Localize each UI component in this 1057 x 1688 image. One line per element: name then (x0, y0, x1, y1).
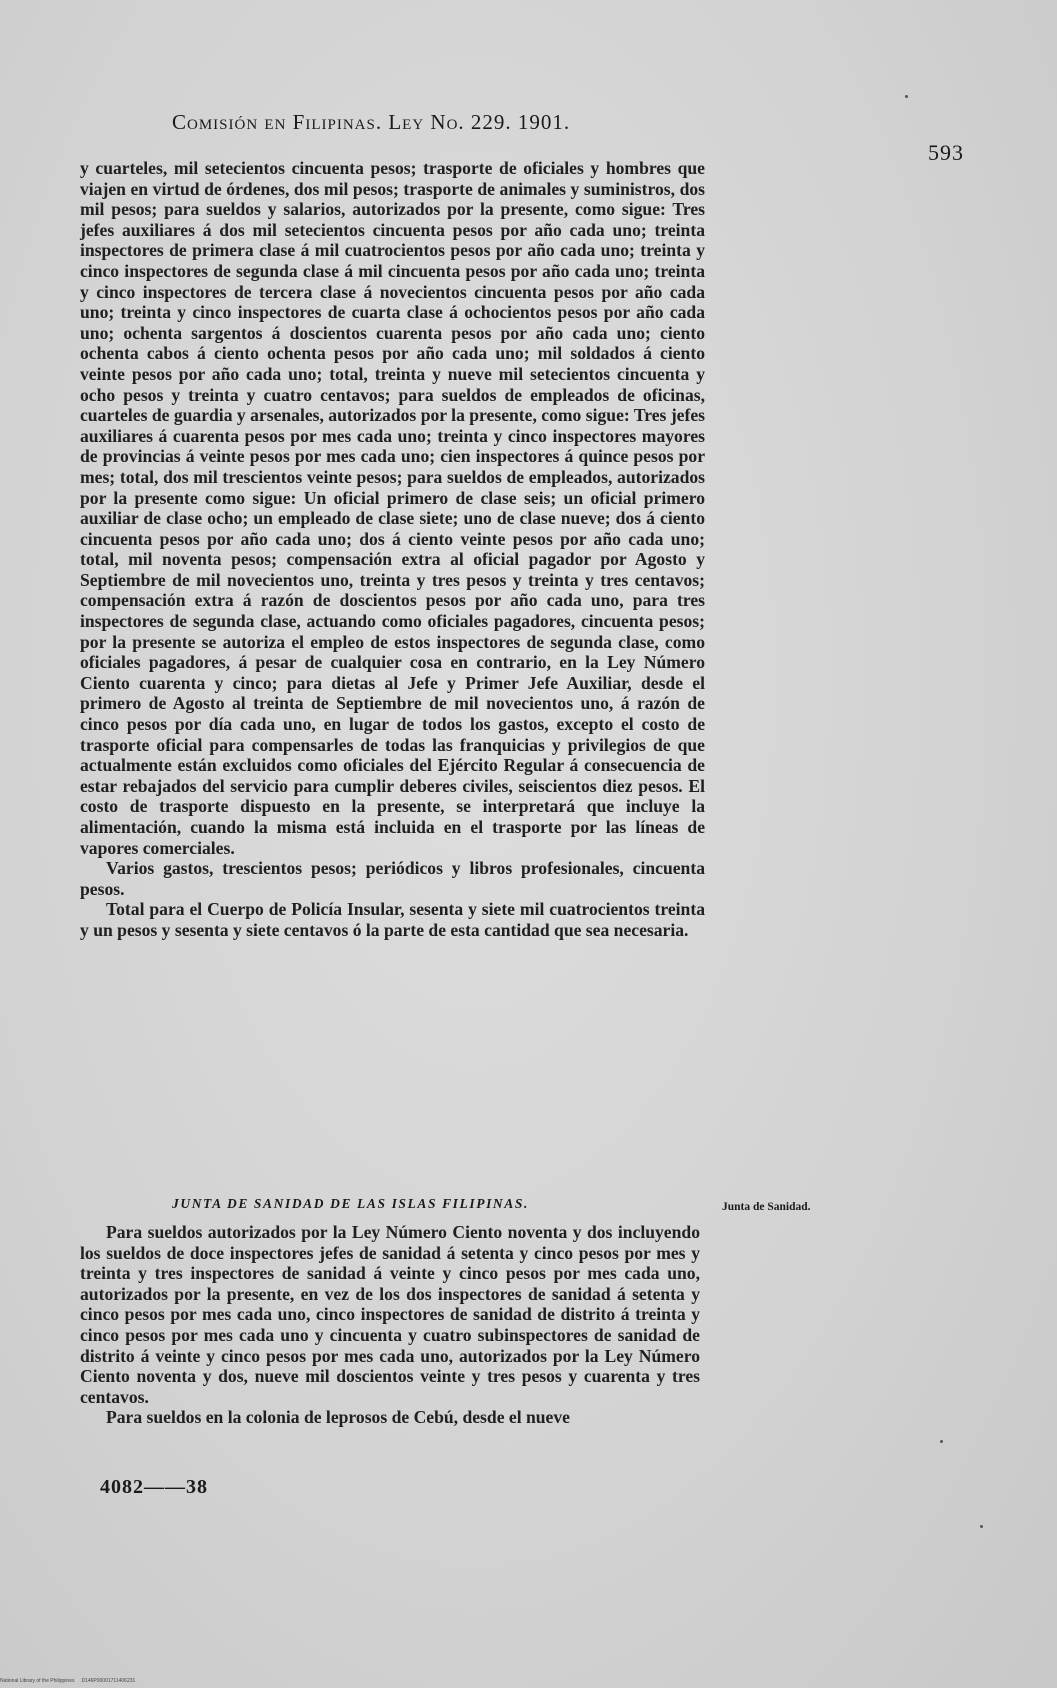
scan-speck (905, 95, 908, 98)
scan-footer (0, 1678, 135, 1684)
running-head: Comisión en Filipinas. Ley No. 229. 1901. (172, 110, 571, 134)
footer-code: D146P00001711406231 (81, 1678, 136, 1684)
paragraph: Para sueldos en la colonia de leprosos de Cebú, desde el nueve (106, 1407, 570, 1428)
body-text-police-section (80, 158, 705, 941)
page-number: 593 (928, 140, 964, 165)
body-text-health-section (80, 1222, 700, 1428)
section-heading: JUNTA DE SANIDAD DE LAS ISLAS FILIPINAS. (172, 1196, 529, 1211)
paragraph: y cuarteles, mil setecientos cincuenta pesos; trasporte de oficiales y hombres que viajen en virtud de órdenes, dos mil pesos; trasporte de animales y suministros, dos mil pesos; para sueldos y salarios, autorizados por la presente, como sigue: Tres jefes auxiliares á dos mil setecientos cincuenta pesos por año cada uno; treinta inspectores de primera clase á mil cuatrocientos pesos por año cada uno; treinta y cinco inspectores de segunda clase á mil cincuenta pesos por año cada uno; treinta y cinco inspectores de tercera clase á novecientos cincuenta pesos por año cada uno; treinta y cinco inspectores de cuarta clase á ochocientos pesos por año cada uno; ochenta sargentos á doscientos cuarenta pesos por año cada uno; ciento ochenta cabos á ciento ochenta pesos por año cada uno; mil soldados á ciento veinte pesos por año cada uno; total, treinta y nueve mil setecientos cincuenta y ocho pesos y treinta y cuatro centavos; para sueldos de empleados de oficinas, cuarteles de guardia y arsenales, autorizados por la presente, como sigue: Tres jefes auxiliares á cuarenta pesos por mes cada uno; treinta y cinco inspectores mayores de provincias á veinte pesos por mes cada uno; cien inspectores á quince pesos por mes; total, dos mil trescientos veinte pesos; para sueldos de empleados, autorizados por la presente como sigue: Un oficial primero de clase seis; un oficial primero auxiliar de clase ocho; un empleado de clase siete; uno de clase nueve; dos á ciento cincuenta pesos por año cada uno; dos á ciento veinte pesos por año cada uno; total, mil noventa pesos; compensación extra al oficial pagador por Agosto y Septiembre de mil novecientos uno, treinta y tres pesos y treinta y tres centavos; compensación extra á razón de doscientos pesos por año cada uno, para tres inspectores de segunda clase, actuando como oficiales pagadores, cincuenta pesos; por la presente se autoriza el empleo de estos inspectores de segunda clase, como oficiales pagadores, á pesar de cualquier cosa en contrario, en la Ley Número Ciento cuarenta y cinco; para dietas al Jefe y Primer Jefe Auxiliar, desde el primero de Agosto al treinta de Septiembre de mil novecientos uno, á razón de cinco pesos por día cada uno, en lugar de todos los gastos, excepto el costo de trasporte oficial para compensarles de todas las franquicias y privilegios de que actualmente están excluidos como oficiales del Ejército Regular á consecuencia de estar rebajados del servicio para cumplir deberes civiles, seiscientos diez pesos. El costo de trasporte dispuesto en la presente, se interpretará que incluye la alimentación, cuando la misma está incluida en el trasporte por las líneas de vapores comerciales. (80, 158, 705, 858)
margin-note: Junta de Sanidad. (722, 1201, 811, 1213)
paragraph: Total para el Cuerpo de Policía Insular, sesenta y siete mil cuatrocientos treinta y un pesos y sesenta y siete centavos ó la parte de esta cantidad que sea necesaria. (80, 899, 705, 940)
footer-library: National Library of the Philippines (0, 1678, 75, 1684)
scan-speck (980, 1525, 983, 1528)
paragraph: Varios gastos, trescientos pesos; periódicos y libros profesionales, cincuenta pesos. (80, 858, 705, 899)
printer-signature-mark: 4082——38 (100, 1476, 208, 1498)
paragraph: Para sueldos autorizados por la Ley Número Ciento noventa y dos incluyendo los sueldos de doce inspectores jefes de sanidad á setenta y cinco pesos por mes y treinta y tres inspectores de sanidad á veinte y cinco pesos por mes cada uno, autorizados por la presente, en vez de los dos inspectores de sanidad á setenta y cinco pesos por mes cada uno, cinco inspectores de sanidad de distrito á treinta y cinco pesos por mes cada uno y cincuenta y cuatro subinspectores de sanidad de distrito á veinte y cinco pesos por mes cada uno, autorizados por la Ley Número Ciento noventa y dos, nueve mil doscientos veinte y tres pesos y cuarenta y tres centavos. (80, 1222, 700, 1407)
scan-speck (940, 1440, 943, 1443)
